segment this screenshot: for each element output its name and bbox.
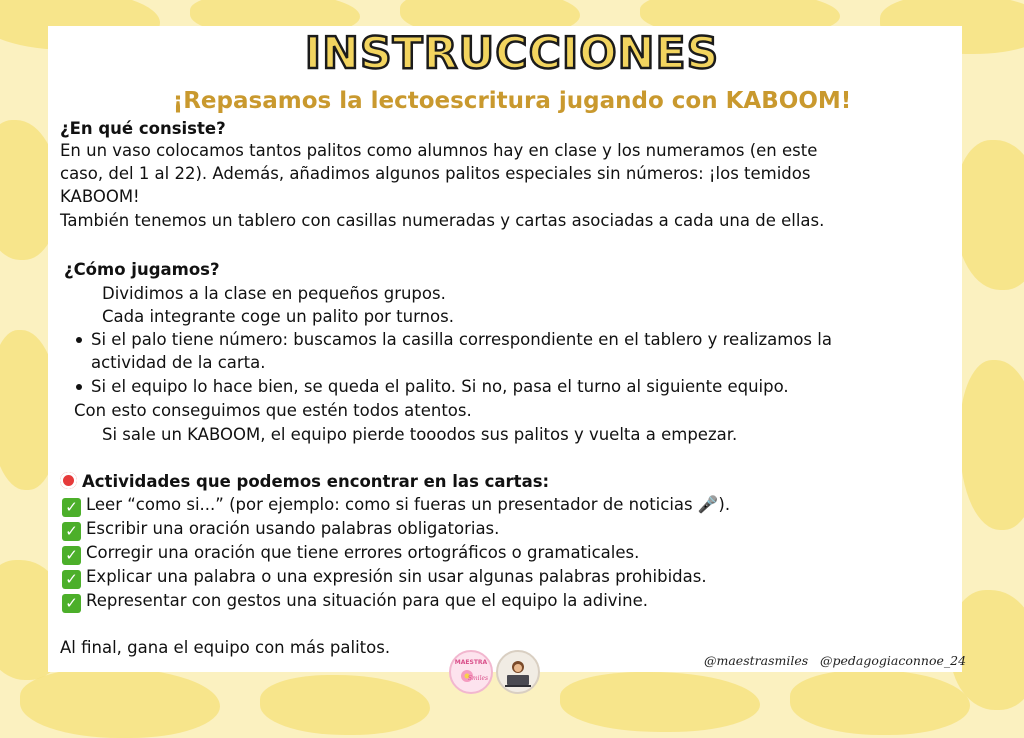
- background-blob: [560, 672, 760, 732]
- activity-item: [62, 518, 499, 541]
- bullet-line: Si el palo tiene número: buscamos la casilla correspondiente en el tablero y realizamos la: [91, 330, 832, 349]
- step-line: Dividimos a la clase en pequeños grupos.: [102, 284, 446, 303]
- page-title: INSTRUCCIONES: [304, 28, 720, 79]
- section-heading-actividades: [60, 471, 549, 493]
- paragraph-line: En un vaso colocamos tantos palitos como alumnos hay en clase y los numeramos (en este: [60, 141, 818, 160]
- section-heading-consiste: ¿En qué consiste?: [60, 119, 226, 138]
- check-icon: ✓: [62, 546, 81, 565]
- paragraph-line: También tenemos un tablero con casillas numeradas y cartas asociadas a cada una de ellas.: [60, 211, 825, 230]
- kaboom-line: Si sale un KABOOM, el equipo pierde tooodos sus palitos y vuelta a empezar.: [102, 425, 738, 444]
- check-icon: ✓: [62, 594, 81, 613]
- activity-text: Escribir una oración usando palabras obligatorias.: [86, 519, 500, 538]
- check-icon: ✓: [62, 498, 81, 517]
- paragraph-line: caso, del 1 al 22). Además, añadimos algunos palitos especiales sin números: ¡los temidos: [60, 164, 811, 183]
- background-blob: [20, 668, 220, 738]
- background-blob: [960, 360, 1024, 530]
- section-heading-jugamos: ¿Cómo jugamos?: [64, 260, 220, 279]
- closing-line: Al final, gana el equipo con más palitos.: [60, 638, 391, 657]
- activity-item: [62, 590, 648, 613]
- step-line: Cada integrante coge un palito por turnos.: [102, 307, 454, 326]
- background-blob: [955, 140, 1024, 290]
- section-heading-text: Actividades que podemos encontrar en las cartas:: [82, 472, 550, 491]
- bullet-dot: [76, 384, 82, 390]
- activity-text: Representar con gestos una situación para que el equipo la adivine.: [86, 591, 648, 610]
- instagram-handle-1: @maestrasmiles: [704, 653, 809, 668]
- activity-text: Corregir una oración que tiene errores ortográficos o gramaticales.: [86, 543, 640, 562]
- paragraph-line: KABOOM!: [60, 187, 140, 206]
- page-subtitle: ¡Repasamos la lectoescritura jugando con KABOOM!: [172, 88, 852, 114]
- activity-text: Leer “como si...” (por ejemplo: como si fueras un presentador de noticias 🎤).: [86, 495, 731, 514]
- pedagogia-logo: [496, 650, 540, 694]
- bullet-line: Si el equipo lo hace bien, se queda el palito. Si no, pasa el turno al siguiente equipo.: [91, 377, 789, 396]
- flower-icon: [451, 652, 491, 692]
- activity-item: [62, 542, 639, 565]
- background-blob: [260, 675, 430, 735]
- activity-item: [62, 566, 707, 589]
- check-icon: ✓: [62, 570, 81, 589]
- laptop-avatar-icon: [498, 652, 538, 692]
- maestra-smiles-logo: [449, 650, 493, 694]
- activity-item: [62, 494, 730, 517]
- svg-text:Smiles: Smiles: [467, 675, 489, 682]
- background-blob: [790, 670, 970, 735]
- check-icon: ✓: [62, 522, 81, 541]
- bullet-dot: [76, 337, 82, 343]
- note-line: Con esto conseguimos que estén todos atentos.: [74, 401, 472, 420]
- activity-text: Explicar una palabra o una expresión sin usar algunas palabras prohibidas.: [86, 567, 707, 586]
- instagram-handle-2: @pedagogiaconnoe_24: [820, 653, 967, 668]
- bullet-line: actividad de la carta.: [91, 353, 266, 372]
- target-icon: [60, 472, 77, 489]
- svg-text:MAESTRA: MAESTRA: [454, 659, 488, 666]
